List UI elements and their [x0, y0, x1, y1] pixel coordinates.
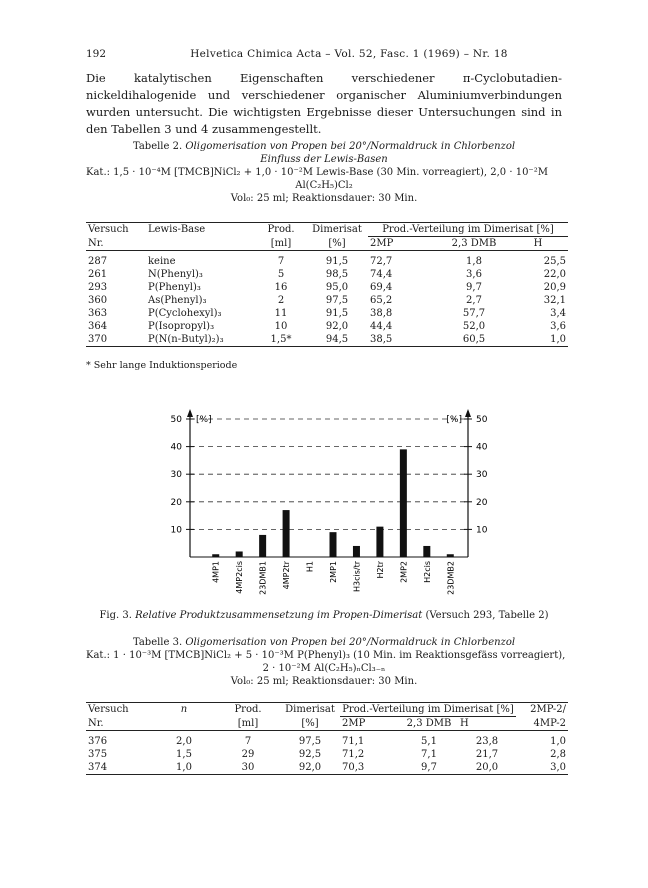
- x-tick-label: 2MP2: [399, 561, 409, 583]
- y-tick-label-right: 40: [476, 442, 488, 453]
- col-2mp: 2MP: [340, 717, 400, 731]
- y-tick-label-right: 10: [476, 525, 488, 536]
- running-title: Helvetica Chimica Acta – Vol. 52, Fasc. 1 (1969) – Nr. 18: [190, 48, 508, 60]
- table2-subheader-row: [86, 237, 568, 251]
- figure-label: Fig. 3.: [99, 610, 132, 621]
- col-ratio: 2MP-2/: [516, 703, 568, 717]
- cell-nr: 360: [88, 295, 108, 306]
- bar-h2tr: [376, 527, 383, 557]
- table3-header-row: [86, 703, 568, 717]
- y-tick-label-left: 10: [170, 525, 182, 536]
- table-row: [86, 761, 568, 775]
- cell-nr: 376: [88, 736, 108, 747]
- chart-bars: [212, 449, 454, 557]
- cell-dmb: 7,1: [421, 749, 437, 760]
- cell-2mp: 38,8: [370, 308, 393, 319]
- cell-ratio: 1,0: [550, 736, 566, 747]
- bar-4mp1: [212, 554, 219, 557]
- cell-h: 32,1: [543, 295, 566, 306]
- table2-kat-line3: Vol₀: 25 ml; Reaktionsdauer: 30 Min.: [230, 193, 418, 204]
- cell-2mp: 44,4: [370, 321, 393, 332]
- cell-dmb: 3,6: [466, 269, 482, 280]
- col-dmb: 2,3 DMB: [400, 717, 458, 731]
- bar-4mp2cis: [236, 551, 243, 557]
- cell-prod: 1,5*: [256, 333, 306, 347]
- col-prod-unit: [ml]: [216, 717, 280, 731]
- cell-dim: 95,0: [325, 282, 349, 293]
- cell-dmb: 57,7: [462, 308, 486, 319]
- cell-dmb: 2,7: [466, 295, 482, 306]
- table-row: [86, 268, 568, 281]
- cell-ratio: 2,8: [550, 749, 566, 760]
- cell-2mp: 72,7: [370, 256, 393, 267]
- table2-label: Tabelle 2.: [132, 141, 183, 152]
- cell-h: 1,0: [508, 333, 568, 347]
- x-tick-label: 2MP1: [329, 561, 338, 583]
- table-row: [86, 748, 568, 761]
- col-nr: Nr.: [86, 237, 146, 251]
- table-row: [86, 307, 568, 320]
- y-axis-right-arrow: [465, 409, 471, 417]
- col-2mp: 2MP: [368, 237, 440, 251]
- y-tick-label-left: 30: [170, 470, 182, 481]
- cell-2mp: 74,4: [370, 269, 393, 280]
- cell-dmb: 9,7: [400, 761, 458, 775]
- figure-tail: (Versuch 293, Tabelle 2): [425, 610, 549, 621]
- y-tick-label-right: 50: [476, 415, 488, 425]
- table2-kat-line1: Kat.: 1,5 · 10⁻⁴M [TMCB]NiCl₂ + 1,0 · 10⁻²M Lewis-Base (30 Min. vorreagiert), 2,0 · 10⁻²M: [86, 167, 548, 178]
- col-dimerisat: Dimerisat: [306, 223, 368, 237]
- cell-nr: 370: [86, 333, 146, 347]
- x-tick-label: H1: [305, 561, 315, 573]
- cell-h: 20,0: [458, 761, 516, 775]
- cell-h: 25,5: [543, 256, 566, 267]
- bar-h2cis: [423, 546, 430, 557]
- x-tick-label: 4MP1: [211, 561, 221, 583]
- table-row: [86, 294, 568, 307]
- cell-dmb: 9,7: [466, 282, 482, 293]
- table3-kat-line1: Kat.: 1 · 10⁻³M [TMCB]NiCl₂ + 5 · 10⁻³M P(Phenyl)₃ (10 Min. im Reaktionsgefäss vorreagiert),: [86, 650, 566, 661]
- cell-nr: 293: [88, 282, 108, 293]
- cell-prod: 29: [241, 749, 255, 760]
- cell-nr: 375: [88, 749, 108, 760]
- col-nr: Nr.: [86, 717, 152, 731]
- cell-dim: 91,5: [325, 308, 349, 319]
- intro-paragraph: Die katalytischen Eigenschaften verschiedener π-Cyclobutadien-nickeldihalogenide und verschiedener organischer Aluminiumverbindungen wurden untersucht. Die wichtigsten Ergebnisse dieser Untersuchungen sind in den Tabellen 3 und 4 zusammengestellt.: [86, 71, 562, 136]
- cell-nr: 364: [88, 321, 108, 332]
- cell-dim: 98,5: [325, 269, 349, 280]
- table2-subtitle: Einfluss der Lewis-Basen: [260, 154, 388, 165]
- y-unit-right: [%]: [446, 415, 462, 425]
- page-number: 192: [86, 48, 107, 60]
- table3-kat-line3: Vol₀: 25 ml; Reaktionsdauer: 30 Min.: [230, 676, 418, 687]
- cell-nr: 374: [86, 761, 152, 775]
- cell-base: keine: [148, 256, 176, 267]
- cell-prod: 16: [274, 282, 288, 293]
- cell-dmb: 60,5: [440, 333, 508, 347]
- y-tick-label-left: 20: [170, 497, 182, 508]
- bar-h3cistr: [353, 546, 360, 557]
- col-ratio2: 4MP-2: [516, 717, 568, 731]
- cell-nr: 363: [88, 308, 108, 319]
- cell-prod: 10: [274, 321, 288, 332]
- col-versuch: Versuch: [86, 223, 146, 237]
- cell-ratio: 3,0: [516, 761, 568, 775]
- cell-2mp: 38,5: [368, 333, 440, 347]
- cell-prod: 7: [244, 736, 252, 747]
- cell-prod: 7: [277, 256, 285, 267]
- y-axis-left-arrow: [187, 409, 193, 417]
- cell-n: 1,0: [152, 761, 216, 775]
- cell-prod: 30: [216, 761, 280, 775]
- table3-label: Tabelle 3.: [132, 637, 183, 648]
- cell-dmb: 5,1: [421, 736, 437, 747]
- y-tick-label-left: 40: [170, 442, 182, 453]
- cell-dim: 92,0: [280, 761, 340, 775]
- table3-subheader-row: [86, 717, 568, 731]
- col-verteilung: Prod.-Verteilung im Dimerisat [%]: [368, 223, 568, 237]
- cell-2mp: 70,3: [340, 761, 400, 775]
- y-tick-label-right: 30: [476, 470, 488, 481]
- x-tick-label: H2cis: [422, 561, 432, 583]
- table-row: [86, 281, 568, 294]
- table-row: [86, 320, 568, 333]
- cell-2mp: 71,2: [342, 749, 365, 760]
- bar-23dmb1: [259, 535, 266, 557]
- cell-base: P(N(n-Butyl)₂)₃: [146, 333, 256, 347]
- figure-title: Relative Produktzusammensetzung im Propen-Dimerisat: [135, 610, 423, 621]
- table2-footnote: * Sehr lange Induktionsperiode: [86, 360, 238, 371]
- cell-dim: 92,0: [325, 321, 349, 332]
- cell-dim: 92,5: [298, 749, 322, 760]
- cell-dim: 91,5: [325, 256, 349, 267]
- cell-dim: 97,5: [325, 295, 349, 306]
- figure-caption: [86, 610, 562, 621]
- bar-4mp2tr: [283, 510, 290, 557]
- cell-dim: 94,5: [306, 333, 368, 347]
- y-unit-left: [%]: [196, 415, 212, 425]
- col-h: H: [508, 237, 568, 251]
- col-n: n: [152, 703, 216, 717]
- cell-h: 20,9: [543, 282, 566, 293]
- cell-h: 21,7: [475, 749, 499, 760]
- cell-2mp: 65,2: [370, 295, 393, 306]
- col-versuch: Versuch: [86, 703, 152, 717]
- table2-header-row: [86, 223, 568, 237]
- cell-prod: 2: [277, 295, 285, 306]
- cell-base: N(Phenyl)₃: [148, 269, 203, 280]
- chart-grid: [186, 409, 472, 557]
- cell-2mp: 71,1: [342, 736, 365, 747]
- bar-23dmb2: [447, 554, 454, 557]
- cell-base: P(Isopropyl)₃: [148, 321, 215, 332]
- col-dmb: 2,3 DMB: [440, 237, 508, 251]
- table-row: [86, 255, 568, 268]
- x-tick-label: 4MP2cis: [235, 561, 245, 594]
- cell-n: 2,0: [176, 736, 192, 747]
- bar-chart: [150, 407, 510, 607]
- x-tick-label: 4MP2tr: [282, 561, 292, 590]
- col-prod: Prod.: [256, 223, 306, 237]
- bar-2mp1: [330, 532, 337, 557]
- cell-base: P(Cyclohexyl)₃: [148, 308, 222, 319]
- col-dimerisat: Dimerisat: [280, 703, 340, 717]
- cell-n: 1,5: [176, 749, 192, 760]
- cell-h: 22,0: [543, 269, 566, 280]
- table-row: [86, 735, 568, 748]
- col-dimerisat-unit: [%]: [306, 237, 368, 251]
- cell-nr: 287: [88, 256, 108, 267]
- cell-prod: 5: [277, 269, 285, 280]
- cell-2mp: 69,4: [370, 282, 393, 293]
- x-tick-label: 23DMB1: [258, 561, 268, 595]
- cell-nr: 261: [88, 269, 108, 280]
- table2-caption: [80, 140, 568, 205]
- y-tick-label-left: 50: [170, 415, 182, 425]
- col-verteilung: Prod.-Verteilung im Dimerisat [%]: [340, 703, 516, 717]
- col-lewis: Lewis-Base: [146, 223, 256, 237]
- cell-h: 3,6: [550, 321, 566, 332]
- cell-dmb: 52,0: [462, 321, 486, 332]
- table3-kat-line2: 2 · 10⁻²M Al(C₂H₅)ₙCl₃₋ₙ: [262, 663, 386, 674]
- table2-title: Oligomerisation von Propen bei 20°/Normaldruck in Chlorbenzol: [185, 141, 516, 152]
- x-tick-label: 23DMB2: [446, 561, 456, 595]
- col-dimerisat-unit: [%]: [280, 717, 340, 731]
- table-row: [86, 333, 568, 347]
- cell-h: 23,8: [475, 736, 499, 747]
- col-prod: Prod.: [216, 703, 280, 717]
- cell-base: As(Phenyl)₃: [148, 295, 207, 306]
- table2-kat-line2: Al(C₂H₅)Cl₂: [295, 180, 353, 191]
- table2: [86, 222, 568, 347]
- x-tick-label: H2tr: [375, 561, 385, 579]
- cell-dmb: 1,8: [466, 256, 482, 267]
- col-h: H: [458, 717, 516, 731]
- cell-dim: 97,5: [298, 736, 322, 747]
- chart-labels: [171, 415, 488, 595]
- cell-h: 3,4: [550, 308, 566, 319]
- table3-title: Oligomerisation von Propen bei 20°/Normaldruck in Chlorbenzol: [185, 637, 516, 648]
- bar-2mp2: [400, 449, 407, 557]
- cell-base: P(Phenyl)₃: [148, 282, 201, 293]
- cell-prod: 11: [274, 308, 288, 319]
- col-prod-unit: [ml]: [256, 237, 306, 251]
- x-tick-label: H3cis/tr: [352, 561, 362, 593]
- table3: [86, 702, 568, 775]
- table3-caption: [80, 636, 568, 688]
- y-tick-label-right: 20: [476, 497, 488, 508]
